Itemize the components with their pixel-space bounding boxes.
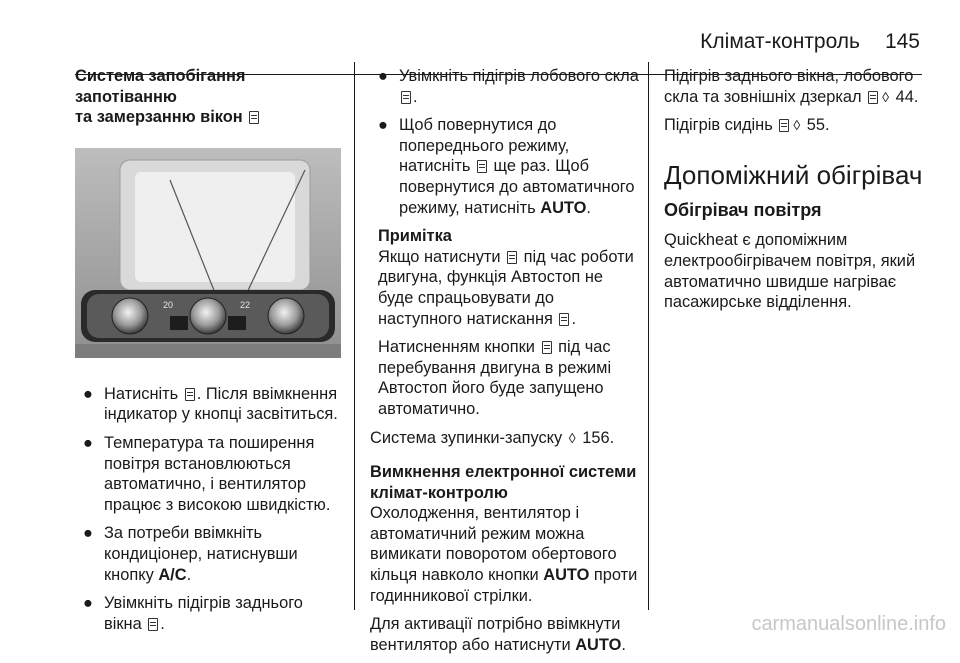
max-defrost-icon	[249, 111, 259, 124]
paragraph: Охолодження, вентилятор і автоматичний режим можна вимикати поворотом обертового кільця навколо кнопки AUTO проти годинникової стрілки.	[370, 504, 638, 605]
max-defrost-icon	[185, 388, 195, 401]
list-item: ● Натисніть . Після ввімкнення індикатор у кнопці засвітиться.	[83, 384, 338, 424]
auto-key-label: AUTO	[543, 566, 590, 585]
page-ref-icon: ◊	[568, 429, 576, 446]
column-3	[664, 66, 926, 321]
seat-heat-icon	[779, 119, 789, 132]
page-header	[0, 22, 960, 62]
paragraph: Для активації потрібно ввімкнути вентилятор або натиснути AUTO.	[370, 615, 626, 654]
photo-temp-right: 22	[240, 299, 251, 310]
list-item: ● Температура та поширення повітря встановлюються автоматично, і вентилятор працює з високою швидкістю.	[83, 433, 331, 514]
header-title: Клімат-контроль	[700, 30, 860, 53]
max-defrost-icon	[559, 313, 569, 326]
subsection-title: Обігрівач повітря	[664, 199, 822, 220]
section-heading-defrost	[75, 66, 345, 128]
max-defrost-icon	[542, 341, 552, 354]
paragraph: Підігрів заднього вікна, лобового скла та зовнішніх дзеркал ◊ 44.	[664, 67, 919, 106]
column-divider	[354, 62, 355, 610]
section-heading-off: Вимкнення електронної системи клімат-контролю	[370, 463, 637, 502]
paragraph: Quickheat є допоміжним електрообігрівачем повітря, який автоматично швидше нагріває пасажирське відділення.	[664, 231, 916, 312]
photo-temp-left: 20	[163, 299, 174, 310]
page-ref-icon: ◊	[793, 117, 801, 134]
max-defrost-icon	[507, 251, 517, 264]
list-item: ● Увімкніть підігрів лобового скла .	[378, 67, 639, 106]
column-2	[370, 66, 640, 663]
rear-window-heat-icon	[148, 618, 158, 631]
max-defrost-icon	[477, 160, 487, 173]
auto-key-label: AUTO	[575, 635, 622, 654]
column-1	[75, 66, 345, 642]
list-item: ● Щоб повернутися до попереднього режиму, натисніть ще раз. Щоб повернутися до автоматичного режиму, натисніть AUTO.	[378, 116, 635, 217]
windscreen-heat-icon	[401, 91, 411, 104]
page-number: 145	[884, 30, 920, 53]
column-divider	[648, 62, 649, 610]
cross-reference: Система зупинки-запуску ◊ 156.	[370, 428, 615, 447]
defrost-steps-cont	[370, 66, 640, 218]
page-ref-icon: ◊	[882, 88, 890, 105]
list-item: ● За потреби ввімкніть кондиціонер, натиснувши кнопку A/C.	[83, 524, 298, 584]
defrost-steps	[75, 384, 345, 635]
paragraph: Підігрів сидінь ◊ 55.	[664, 116, 830, 135]
note-paragraph: Якщо натиснути під час роботи двигуна, функція Автостоп не буде спрацьовувати до наступного натискання .	[378, 247, 634, 328]
rear-window-heat-icon	[868, 91, 878, 104]
section-title: Допоміжний обігрівач	[664, 159, 923, 190]
heading-line-1: Система запобігання запотіванню	[75, 67, 246, 106]
list-item: ● Увімкніть підігрів заднього вікна .	[83, 594, 303, 633]
climate-panel-photo	[75, 148, 341, 358]
watermark: carmanualsonline.info	[751, 613, 946, 635]
note-paragraph: Натисненням кнопки під час перебування двигуна в режимі Автостоп його буде запущено автоматично.	[378, 338, 612, 418]
heading-line-2: та замерзанню вікон	[75, 108, 243, 127]
auto-key-label: AUTO	[540, 198, 587, 217]
note-title: Примітка	[378, 227, 452, 246]
ac-key-label: A/C	[158, 565, 187, 584]
